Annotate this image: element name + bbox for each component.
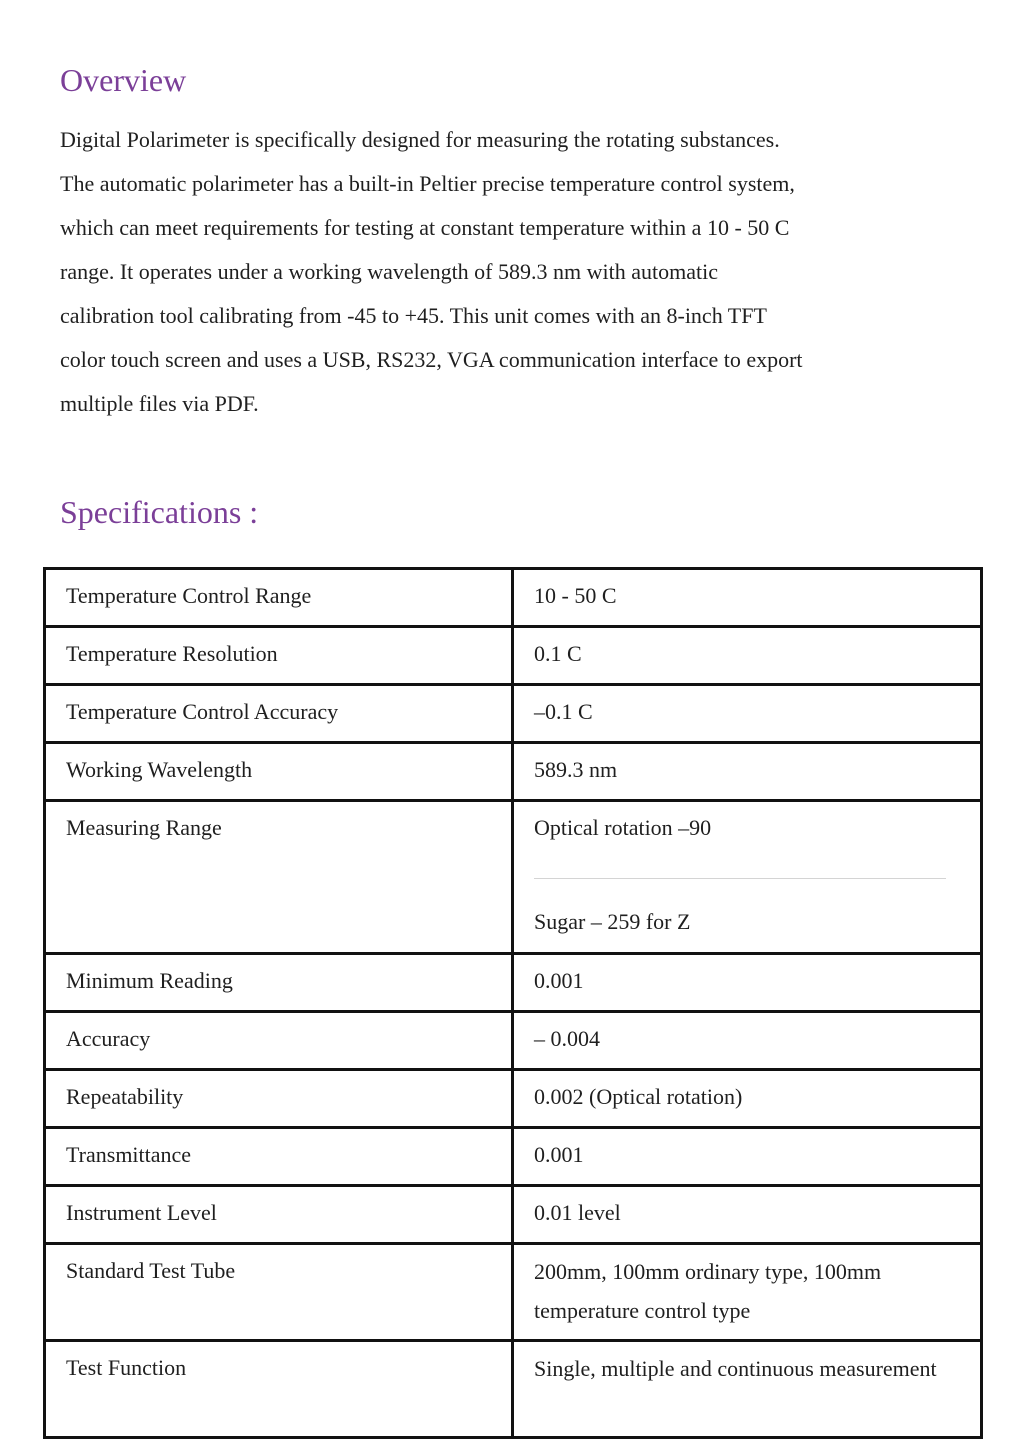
overview-line: The automatic polarimeter has a built-in Peltier precise temperature control system, <box>60 171 795 196</box>
spec-value: 589.3 nm <box>513 743 982 801</box>
spec-value: 200mm, 100mm ordinary type, 100mm temperature control type <box>513 1244 982 1341</box>
spec-value: 0.001 <box>513 1128 982 1186</box>
table-row <box>45 1341 982 1438</box>
table-row <box>45 801 982 954</box>
overview-line: which can meet requirements for testing at constant temperature within a 10 - 50 C <box>60 215 790 240</box>
table-row <box>45 1070 982 1128</box>
spec-label: Accuracy <box>45 1012 513 1070</box>
table-row <box>45 743 982 801</box>
spec-value <box>513 801 982 954</box>
spec-value: 10 - 50 C <box>513 569 982 627</box>
spec-label: Test Function <box>45 1341 513 1438</box>
spec-label: Minimum Reading <box>45 954 513 1012</box>
specifications-heading: Specifications : <box>60 494 259 530</box>
spec-label: Temperature Resolution <box>45 627 513 685</box>
spec-value: –0.1 C <box>513 685 982 743</box>
spec-label: Temperature Control Accuracy <box>45 685 513 743</box>
overview-line: calibration tool calibrating from -45 to +45. This unit comes with an 8-inch TFT <box>60 303 767 328</box>
overview-paragraph <box>60 118 970 426</box>
spec-label: Measuring Range <box>45 801 513 954</box>
table-row <box>45 1128 982 1186</box>
table-row <box>45 627 982 685</box>
overview-line: range. It operates under a working wavelength of 589.3 nm with automatic <box>60 259 718 284</box>
specifications-table <box>43 567 983 1439</box>
overview-line: color touch screen and uses a USB, RS232, VGA communication interface to export <box>60 347 803 372</box>
spec-label: Standard Test Tube <box>45 1244 513 1341</box>
overview-line: multiple files via PDF. <box>60 391 259 416</box>
spec-label: Temperature Control Range <box>45 569 513 627</box>
table-row <box>45 954 982 1012</box>
spec-value: 0.01 level <box>513 1186 982 1244</box>
spec-value: – 0.004 <box>513 1012 982 1070</box>
spec-value-line: Sugar – 259 for Z <box>534 909 691 934</box>
table-row <box>45 685 982 743</box>
spec-value: 0.001 <box>513 954 982 1012</box>
table-row <box>45 1012 982 1070</box>
spec-value: 0.002 (Optical rotation) <box>513 1070 982 1128</box>
table-row <box>45 569 982 627</box>
spec-value: Single, multiple and continuous measurement <box>513 1341 982 1438</box>
spec-label: Instrument Level <box>45 1186 513 1244</box>
table-row <box>45 1244 982 1341</box>
spec-label: Repeatability <box>45 1070 513 1128</box>
overview-heading: Overview <box>60 62 187 98</box>
spec-value-line: Optical rotation –90 <box>534 815 712 840</box>
overview-line: Digital Polarimeter is specifically designed for measuring the rotating substances. <box>60 127 780 152</box>
table-row <box>45 1186 982 1244</box>
value-divider <box>534 878 946 879</box>
spec-value: 0.1 C <box>513 627 982 685</box>
spec-label: Transmittance <box>45 1128 513 1186</box>
spec-label: Working Wavelength <box>45 743 513 801</box>
